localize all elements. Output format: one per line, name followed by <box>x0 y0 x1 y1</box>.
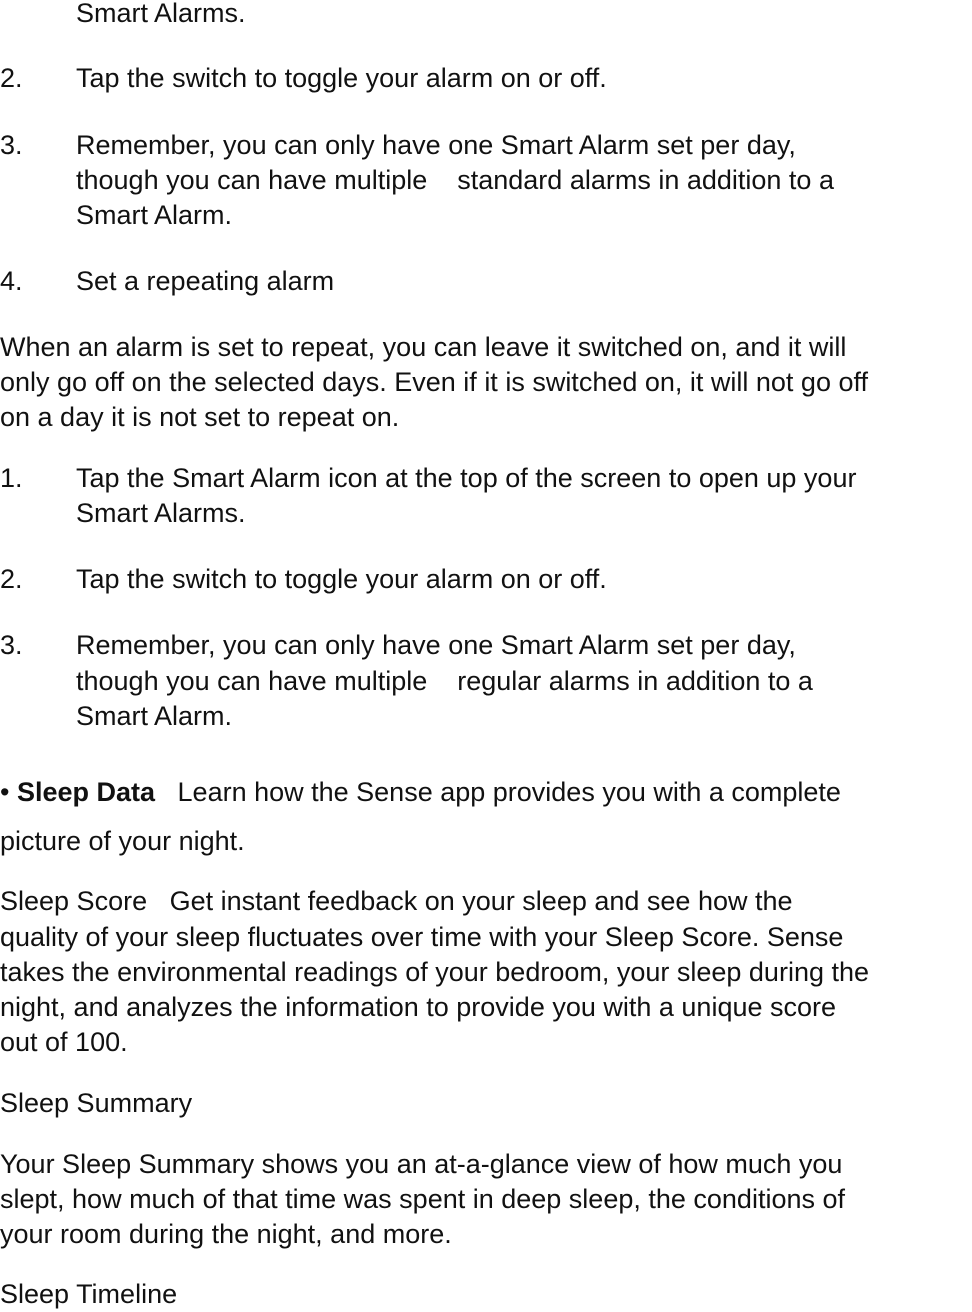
paragraph-line: quality of your sleep fluctuates over time with your Sleep Score. Sense <box>0 922 844 952</box>
sleep-timeline-heading: Sleep Timeline <box>0 1279 178 1309</box>
list-text: Remember, you can only have one Smart Alarm set per day, <box>76 130 796 160</box>
list-number: 3. <box>0 130 23 160</box>
list-text: though you can have multiple regular alarms in addition to a <box>76 666 813 696</box>
list-text: Tap the switch to toggle your alarm on or off. <box>76 63 607 93</box>
list-text: Smart Alarm. <box>76 701 233 731</box>
list-number: 2. <box>0 564 23 594</box>
list-number: 4. <box>0 266 23 296</box>
list-text: Tap the Smart Alarm icon at the top of the screen to open up your <box>76 463 857 493</box>
paragraph-line: only go off on the selected days. Even if it is switched on, it will not go off <box>0 367 868 397</box>
paragraph-line: night, and analyzes the information to provide you with a unique score <box>0 992 837 1022</box>
list-text: Set a repeating alarm <box>76 266 335 296</box>
bullet: • <box>0 777 17 807</box>
list-number: 3. <box>0 630 23 660</box>
list-text: Smart Alarm. <box>76 200 233 230</box>
sleep-data-intro: Learn how the Sense app provides you with a complete <box>155 777 841 807</box>
paragraph-line: on a day it is not set to repeat on. <box>0 402 400 432</box>
paragraph-line: Your Sleep Summary shows you an at-a-glance view of how much you <box>0 1149 843 1179</box>
paragraph-line: your room during the night, and more. <box>0 1219 452 1249</box>
paragraph-line: takes the environmental readings of your bedroom, your sleep during the <box>0 957 870 987</box>
list-text: Tap the switch to toggle your alarm on or off. <box>76 564 607 594</box>
paragraph-line: out of 100. <box>0 1027 128 1057</box>
sleep-data-title: Sleep Data <box>16 777 156 807</box>
paragraph-line: When an alarm is set to repeat, you can leave it switched on, and it will <box>0 332 847 362</box>
list-text: though you can have multiple standard alarms in addition to a <box>76 165 834 195</box>
continuation-line: Smart Alarms. <box>76 0 246 28</box>
list-text: Remember, you can only have one Smart Alarm set per day, <box>76 630 796 660</box>
paragraph-line: slept, how much of that time was spent in deep sleep, the conditions of <box>0 1184 845 1214</box>
paragraph-line: Sleep Score Get instant feedback on your sleep and see how the <box>0 886 793 916</box>
list-number: 2. <box>0 63 23 93</box>
sleep-data-line <box>0 775 841 810</box>
paragraph-line: picture of your night. <box>0 826 245 856</box>
sleep-summary-heading: Sleep Summary <box>0 1088 193 1118</box>
list-text: Smart Alarms. <box>76 498 246 528</box>
list-number: 1. <box>0 463 23 493</box>
